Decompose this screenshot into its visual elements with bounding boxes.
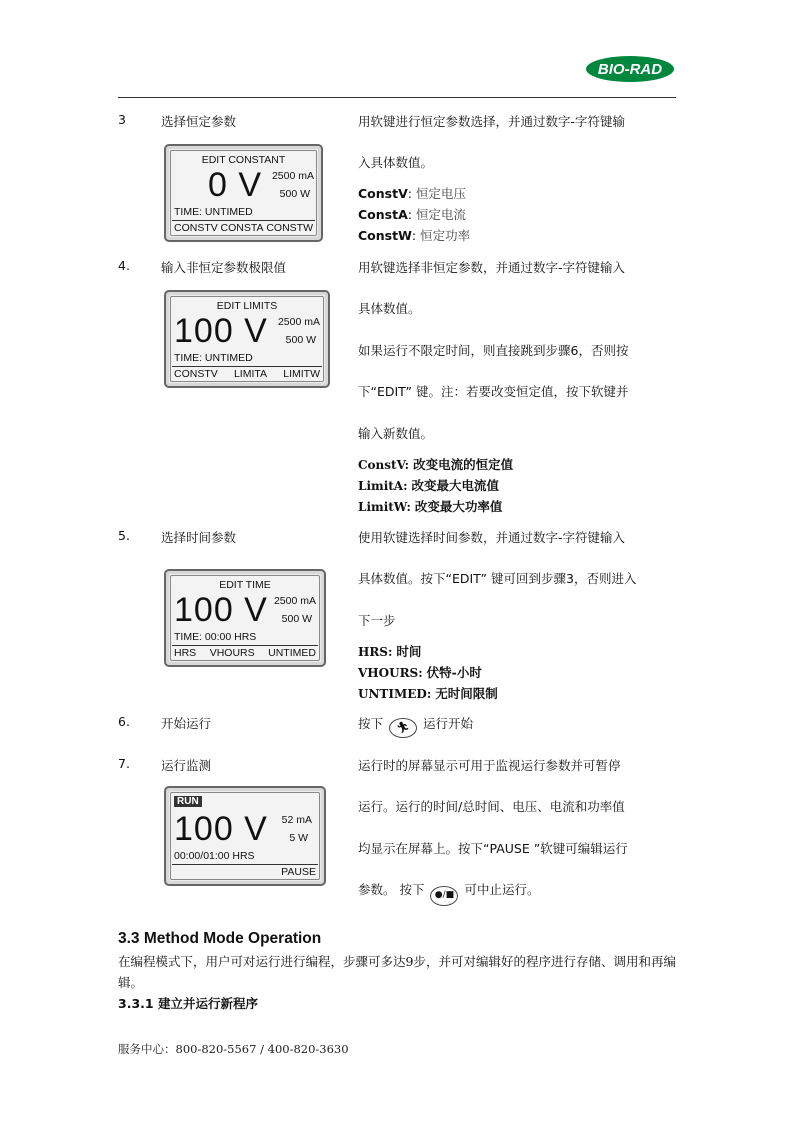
step-title: 开始运行 xyxy=(161,716,212,731)
definition-text: 改变最大电流值 xyxy=(411,478,500,493)
service-footer: 服务中心：800-820-5567 / 400-820-3630 xyxy=(118,1042,349,1056)
step-title: 选择恒定参数 xyxy=(161,114,237,129)
step-title: 选择时间参数 xyxy=(161,530,237,545)
definition-text: 改变电流的恒定值 xyxy=(413,457,514,472)
definition-key: ConstV xyxy=(358,186,408,201)
step-desc-line: 下一步 xyxy=(358,613,396,628)
definition-key: ConstV: xyxy=(358,458,410,472)
step-number: 3 xyxy=(118,112,126,127)
lcd-screen xyxy=(164,786,326,886)
step-desc-line: 使用软键选择时间参数，并通过数字-字符键输入 xyxy=(358,530,626,545)
step-desc-line: 运行时的屏幕显示可用于监视运行参数并可暂停 xyxy=(358,758,621,773)
definition-item xyxy=(358,226,470,244)
lcd-current: 2500 mA xyxy=(277,316,320,328)
bio-rad-logo xyxy=(585,55,675,83)
lcd-time: TIME: UNTIMED xyxy=(174,206,253,218)
definition-item xyxy=(358,455,513,473)
stop-run-icon: ●/■ xyxy=(430,886,458,906)
step-desc-line: 具体数值。按下“EDIT” 键可回到步骤3，否则进入 xyxy=(358,571,637,586)
softkey-label: CONSTW xyxy=(266,222,313,234)
section-paragraph: 在编程模式下，用户可对运行进行编程，步骤可多达9步，并可对编辑好的程序进行存储、调用和再编辑。 xyxy=(118,954,676,990)
definition-text: 恒定电压 xyxy=(415,186,466,201)
lcd-current: 2500 mA xyxy=(273,595,316,607)
lcd-time: 00:00/01:00 HRS xyxy=(174,850,255,862)
definition-text: 时间 xyxy=(396,644,422,659)
step-desc-line: 运行。运行的时间/总时间、电压、电流和功率值 xyxy=(358,799,625,814)
step-desc-line: 用软键选择非恒定参数，并通过数字-字符键输入 xyxy=(358,260,626,275)
lcd-softkeys xyxy=(174,368,320,380)
definition-item xyxy=(358,476,499,494)
lcd-title: EDIT CONSTANT xyxy=(201,154,286,166)
step-desc-line: 具体数值。 xyxy=(358,301,421,316)
start-run-icon: 🏃︎ xyxy=(389,718,417,738)
lcd-title: EDIT LIMITS xyxy=(216,300,278,312)
softkey-label: CONSTV xyxy=(174,222,218,234)
definition-key: UNTIMED: xyxy=(358,687,432,701)
lcd-current: 2500 mA xyxy=(271,170,314,182)
definition-text: 恒定电流 xyxy=(415,207,466,222)
definition-text: 伏特-小时 xyxy=(426,665,482,680)
definition-item xyxy=(358,642,421,660)
step-desc-line: 入具体数值。 xyxy=(358,155,434,170)
step-desc-line xyxy=(358,714,473,738)
desc-text: 按下 xyxy=(358,716,384,731)
lcd-screen xyxy=(164,290,330,388)
lcd-voltage: 100 V xyxy=(174,810,268,848)
lcd-screen xyxy=(164,569,326,667)
definition-key: VHOURS: xyxy=(358,666,423,680)
lcd-voltage: 100 V xyxy=(174,591,268,629)
softkey-label: PAUSE xyxy=(281,866,316,878)
lcd-power: 500 W xyxy=(281,613,312,625)
definition-key: HRS: xyxy=(358,645,393,659)
step-desc-line: 如果运行不限定时间，则直接跳到步骤6，否则按 xyxy=(358,343,629,358)
lcd-title: EDIT TIME xyxy=(219,579,271,591)
lcd-divider xyxy=(172,366,322,367)
definition-key: ConstW xyxy=(358,228,412,243)
run-indicator: RUN xyxy=(174,796,202,807)
step-number: 6. xyxy=(118,714,130,729)
header-rule xyxy=(118,97,676,98)
softkey-label: CONSTA xyxy=(220,222,264,234)
section-heading: 3.3 Method Mode Operation xyxy=(118,930,322,947)
step-desc-line: 均显示在屏幕上。按下“PAUSE ”软键可编辑运行 xyxy=(358,841,628,856)
definition-text: 改变最大功率值 xyxy=(414,499,503,514)
lcd-power: 500 W xyxy=(279,188,310,200)
lcd-current: 52 mA xyxy=(281,814,312,826)
definition-sep: : xyxy=(407,207,412,222)
lcd-divider xyxy=(172,864,318,865)
lcd-softkeys xyxy=(174,222,313,234)
definition-item xyxy=(358,497,502,515)
lcd-voltage: 0 V xyxy=(208,166,263,204)
lcd-divider xyxy=(172,645,318,646)
lcd-screen xyxy=(164,144,323,242)
step-desc-line xyxy=(358,880,539,906)
definition-key: LimitW: xyxy=(358,500,411,514)
desc-text: 可中止运行。 xyxy=(464,882,540,897)
definition-sep: : xyxy=(407,186,412,201)
definition-item xyxy=(358,684,498,702)
lcd-power: 500 W xyxy=(285,334,316,346)
lcd-softkeys xyxy=(174,647,316,659)
lcd-time: TIME: 00:00 HRS xyxy=(174,631,257,643)
softkey-label: LIMITA xyxy=(233,368,268,380)
svg-text:BIO-RAD: BIO-RAD xyxy=(597,61,663,78)
softkey-label: VHOURS xyxy=(209,647,255,659)
step-title: 运行监测 xyxy=(161,758,212,773)
step-number: 7. xyxy=(118,756,130,771)
subsection-heading: 3.3.1 建立并运行新程序 xyxy=(118,996,258,1011)
lcd-time: TIME: UNTIMED xyxy=(174,352,253,364)
definition-item xyxy=(358,205,466,223)
definition-item xyxy=(358,184,466,202)
softkey-label: HRS xyxy=(174,647,197,659)
softkey-label: CONSTV xyxy=(174,368,218,380)
step-number: 5. xyxy=(118,528,130,543)
definition-key: ConstA xyxy=(358,207,408,222)
definition-text: 恒定功率 xyxy=(420,228,471,243)
softkey-label: UNTIMED xyxy=(268,647,316,659)
step-desc-line: 用软键进行恒定参数选择，并通过数字-字符键输 xyxy=(358,114,626,129)
definition-key: LimitA: xyxy=(358,479,408,493)
step-desc-line: 输入新数值。 xyxy=(358,426,434,441)
desc-text: 参数。 按下 xyxy=(358,882,425,897)
lcd-voltage: 100 V xyxy=(174,312,268,350)
definition-text: 无时间限制 xyxy=(435,686,498,701)
lcd-divider xyxy=(172,220,315,221)
step-number: 4. xyxy=(118,258,130,273)
lcd-power: 5 W xyxy=(289,832,308,844)
softkey-label: LIMITW xyxy=(283,368,320,380)
step-title: 输入非恒定参数极限值 xyxy=(161,260,287,275)
definition-item xyxy=(358,663,482,681)
step-desc-line: 下“EDIT” 键。注：若要改变恒定值，按下软键并 xyxy=(358,384,629,399)
definition-sep: : xyxy=(411,228,417,243)
lcd-softkeys xyxy=(174,866,316,878)
desc-text: 运行开始 xyxy=(422,716,473,731)
